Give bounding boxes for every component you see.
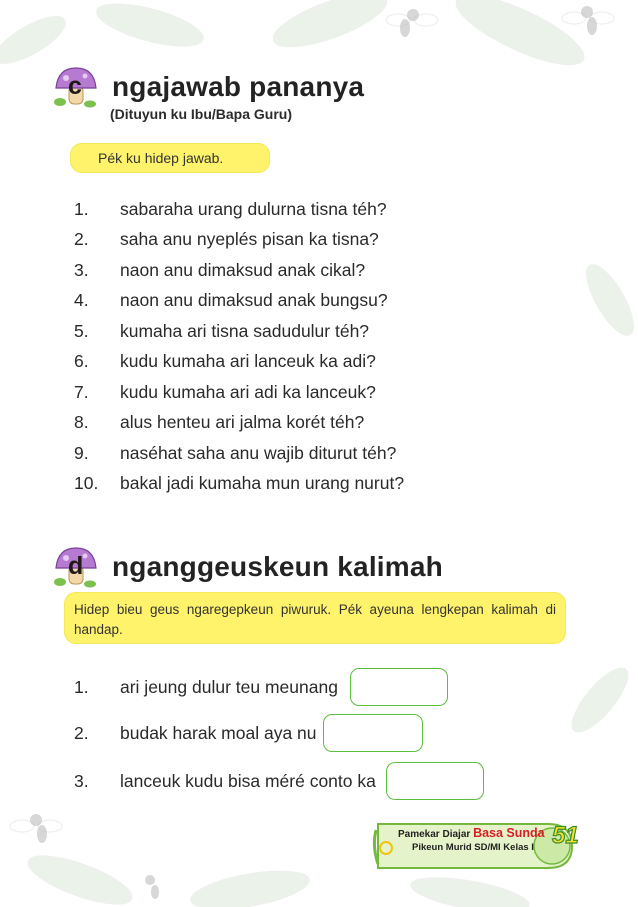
item-text: naon anu dimaksud anak cikal?	[120, 259, 366, 280]
list-item	[74, 762, 484, 800]
list-item	[74, 286, 404, 317]
item-number: 2.	[74, 229, 89, 250]
mushroom-icon	[52, 544, 98, 590]
item-number: 1.	[74, 198, 89, 219]
page-number: 51	[552, 822, 579, 849]
list-item	[74, 377, 404, 408]
item-number: 8.	[74, 412, 89, 433]
footer-subtitle: Pikeun Murid SD/MI Kelas I	[412, 842, 534, 853]
answer-blank[interactable]	[323, 714, 423, 752]
list-item	[74, 194, 404, 225]
item-number: 3.	[74, 259, 89, 280]
footer-title-prefix: Pamekar Diajar	[398, 829, 471, 840]
list-item	[74, 316, 404, 347]
item-number: 4.	[74, 290, 89, 311]
section-d-header	[52, 544, 443, 590]
item-number: 10.	[74, 473, 99, 494]
list-item	[74, 408, 404, 439]
footer-brand: Basa Sunda	[473, 826, 545, 840]
list-item	[74, 347, 404, 378]
item-text: kudu kumaha ari lanceuk ka adi?	[120, 351, 376, 372]
item-text: saha anu nyeplés pisan ka tisna?	[120, 229, 379, 250]
section-title: nganggeuskeun kalimah	[112, 551, 443, 582]
answer-blank[interactable]	[350, 668, 448, 706]
item-text: kumaha ari tisna sadudulur téh?	[120, 320, 370, 341]
footer-book-title	[398, 826, 545, 840]
item-text: ari jeung dulur teu meunang	[120, 676, 338, 697]
section-letter: c	[68, 72, 82, 100]
item-number: 2.	[74, 722, 89, 743]
item-text: budak harak moal aya nu	[120, 722, 317, 743]
section-title: ngajawab pananya	[112, 71, 365, 102]
section-c-header	[52, 64, 364, 110]
list-item	[74, 714, 423, 752]
list-item	[74, 225, 404, 256]
mushroom-icon	[52, 64, 98, 110]
item-text: alus henteu ari jalma korét téh?	[120, 412, 365, 433]
answer-blank[interactable]	[386, 762, 484, 800]
question-list	[74, 194, 404, 499]
item-number: 7.	[74, 381, 89, 402]
item-text: lanceuk kudu bisa méré conto ka	[120, 770, 376, 791]
instruction-banner: Pék ku hidep jawab.	[70, 143, 270, 173]
item-text: naséhat saha anu wajib diturut téh?	[120, 442, 397, 463]
item-number: 3.	[74, 770, 89, 791]
instruction-banner: Hidep bieu geus ngaregepkeun piwuruk. Pék ayeuna lengkepan kalimah di handap.	[64, 592, 566, 644]
list-item	[74, 438, 404, 469]
item-number: 9.	[74, 442, 89, 463]
item-number: 6.	[74, 351, 89, 372]
item-text: naon anu dimaksud anak bungsu?	[120, 290, 388, 311]
item-text: bakal jadi kumaha mun urang nurut?	[120, 473, 405, 494]
section-letter: d	[68, 552, 84, 580]
item-text: sabaraha urang dulurna tisna téh?	[120, 198, 387, 219]
list-item	[74, 668, 448, 706]
item-number: 5.	[74, 320, 89, 341]
list-item	[74, 255, 404, 286]
item-number: 1.	[74, 676, 89, 697]
section-subtitle: (Dituyun ku Ibu/Bapa Guru)	[110, 106, 292, 122]
list-item	[74, 469, 404, 500]
item-text: kudu kumaha ari adi ka lanceuk?	[120, 381, 376, 402]
